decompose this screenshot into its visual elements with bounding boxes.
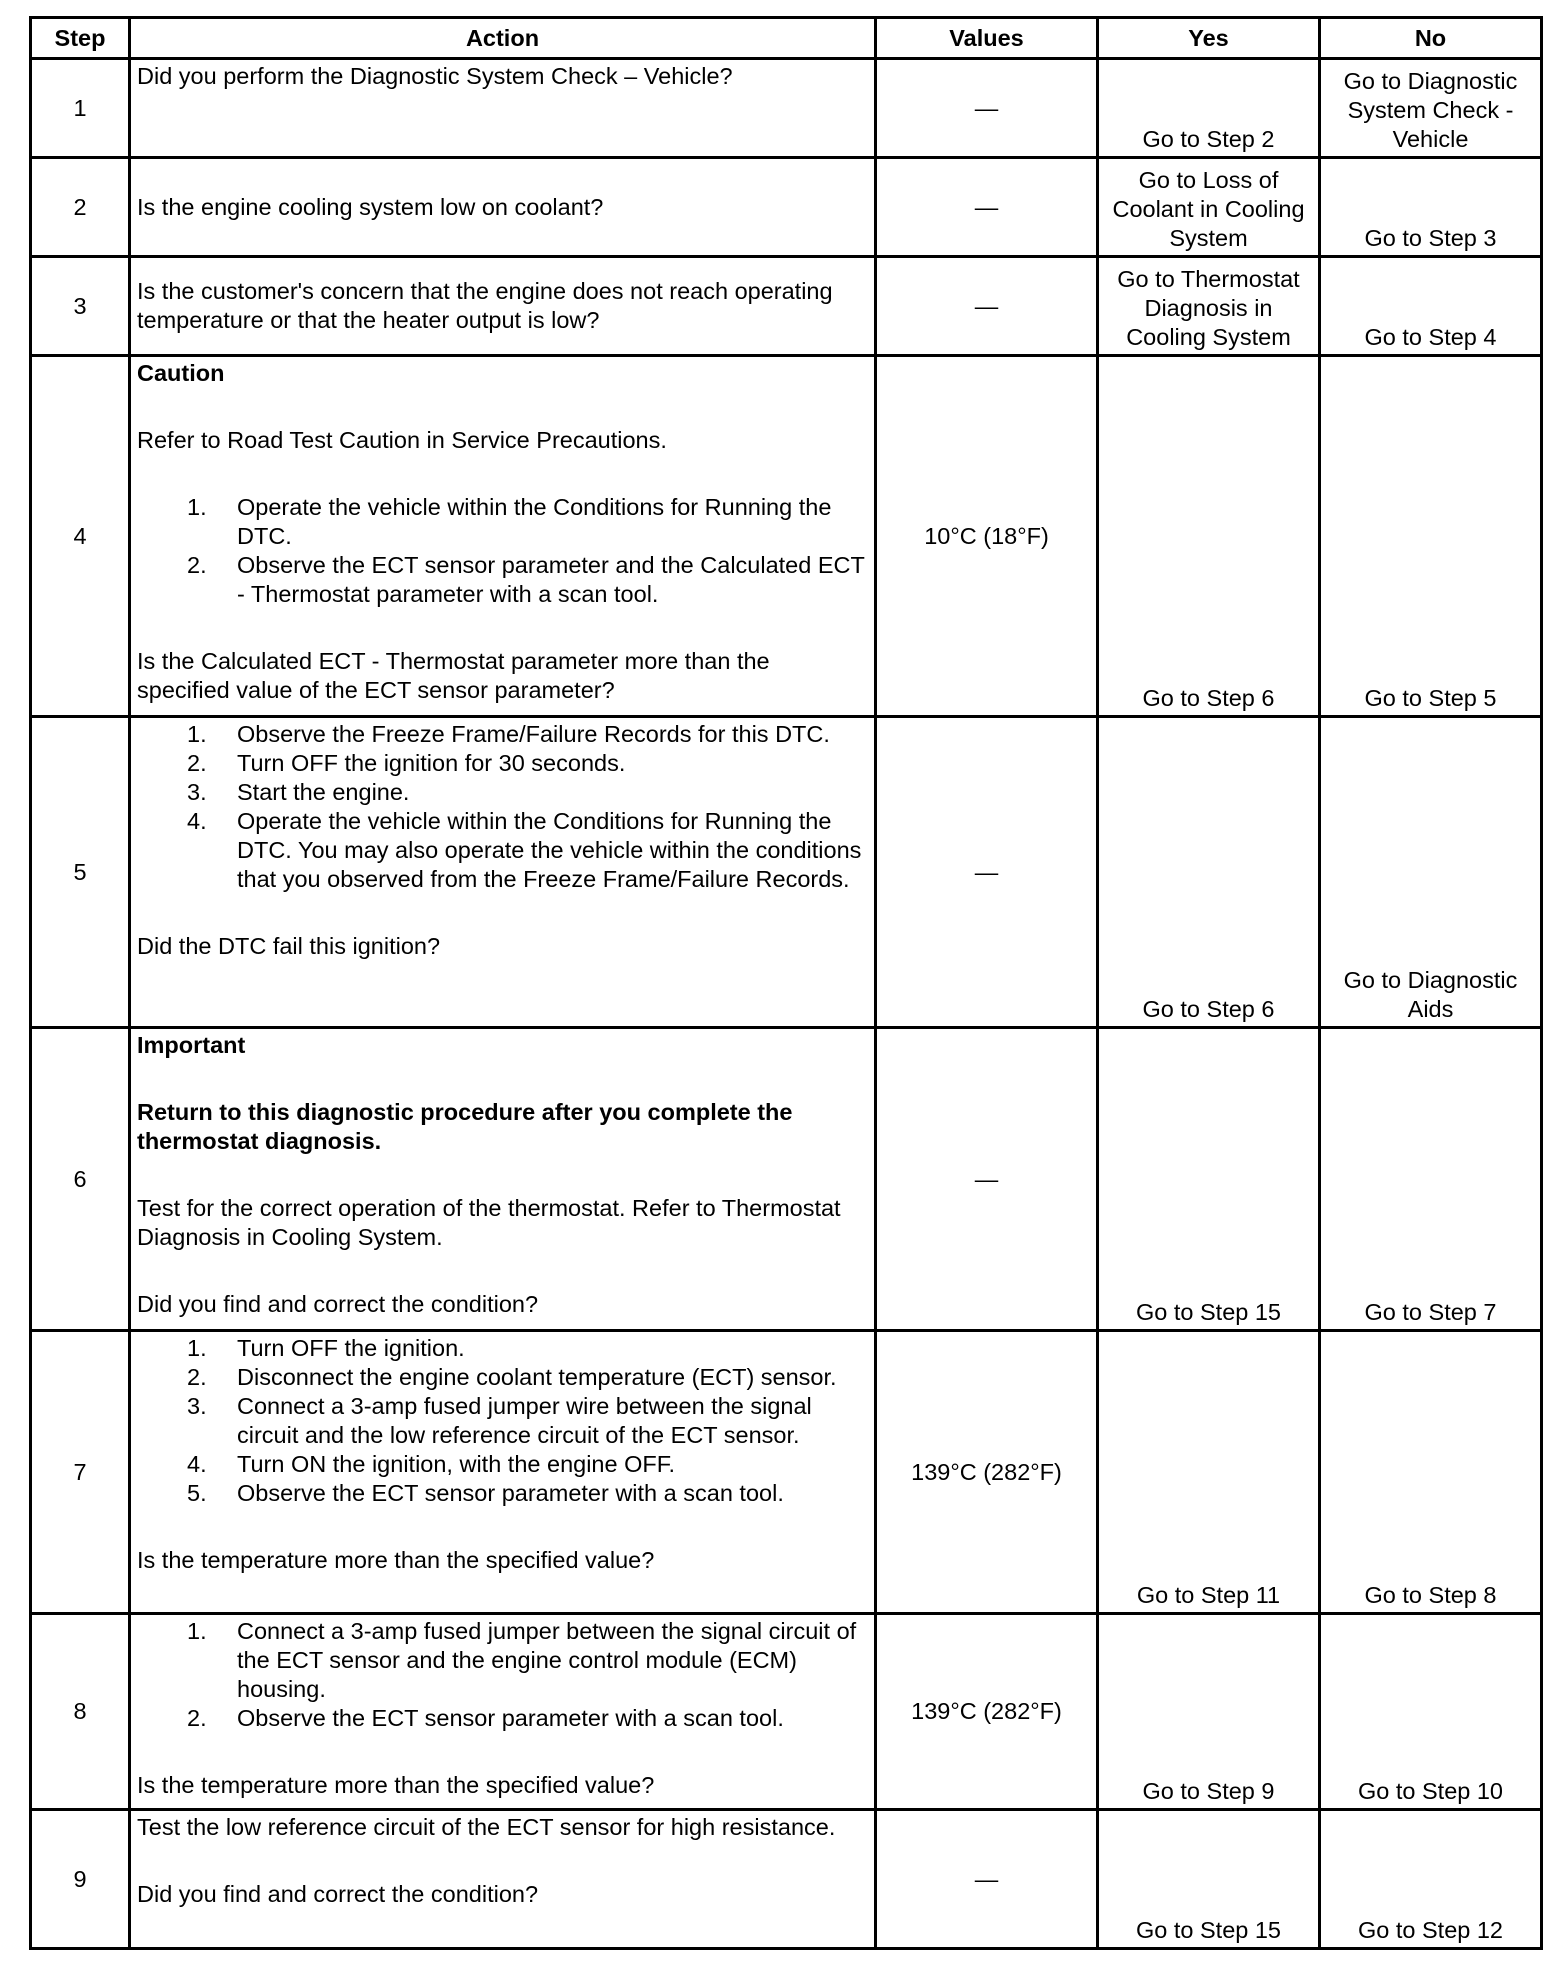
action-cell: [130, 59, 876, 158]
table-row: [31, 1810, 1542, 1949]
list-item: 4. Operate the vehicle within the Conditions for Running the DTC. You may also operate the vehicle within the conditions that you observed from the Freeze Frame/Failure Records.: [187, 808, 862, 892]
yes-link[interactable]: Go to Step 2: [1098, 59, 1320, 158]
no-link[interactable]: Go to Step 12: [1320, 1810, 1542, 1949]
yes-link[interactable]: Go to Loss of Coolant in Cooling System: [1098, 158, 1320, 257]
list-item: 2. Observe the ECT sensor parameter and the Calculated ECT - Thermostat parameter with a scan tool.: [187, 552, 865, 607]
header-no: No: [1320, 18, 1542, 59]
action-cell: [130, 1331, 876, 1614]
caution-text: Refer to Road Test Caution in Service Precautions.: [137, 427, 667, 453]
no-link[interactable]: Go to Diagnostic System Check - Vehicle: [1320, 59, 1542, 158]
header-yes: Yes: [1098, 18, 1320, 59]
no-link[interactable]: Go to Step 4: [1320, 257, 1542, 356]
list-item: 1. Turn OFF the ignition.: [187, 1335, 465, 1361]
yes-link[interactable]: Go to Step 15: [1098, 1810, 1320, 1949]
table-row: [31, 1331, 1542, 1614]
step-number: 5: [31, 717, 130, 1028]
values-cell: —: [876, 158, 1098, 257]
table-row: [31, 59, 1542, 158]
list-item: 1. Connect a 3-amp fused jumper between the signal circuit of the ECT sensor and the engine control module (ECM) housing.: [187, 1618, 857, 1702]
table-row: [31, 356, 1542, 717]
values-cell: 139°C (282°F): [876, 1331, 1098, 1614]
list-item: 1. Operate the vehicle within the Conditions for Running the DTC.: [187, 494, 832, 549]
procedure-list: [137, 493, 868, 609]
step-number: 3: [31, 257, 130, 356]
list-item: 5. Observe the ECT sensor parameter with a scan tool.: [187, 1480, 784, 1506]
action-cell: [130, 356, 876, 717]
yes-link[interactable]: Go to Step 6: [1098, 717, 1320, 1028]
header-values: Values: [876, 18, 1098, 59]
values-cell: 139°C (282°F): [876, 1614, 1098, 1810]
procedure-list: [137, 1334, 868, 1508]
list-item: 3. Connect a 3-amp fused jumper wire between the signal circuit and the low reference circuit of the ECT sensor.: [187, 1393, 812, 1448]
yes-link[interactable]: Go to Step 9: [1098, 1614, 1320, 1810]
question-text: Is the customer's concern that the engine does not reach operating temperature or that the heater output is low?: [137, 278, 833, 333]
question-text: Did you find and correct the condition?: [137, 1291, 539, 1317]
caution-title: Caution: [137, 360, 225, 386]
question-text: Is the Calculated ECT - Thermostat parameter more than the specified value of the ECT sensor parameter?: [137, 648, 770, 703]
list-item: 2. Observe the ECT sensor parameter with a scan tool.: [187, 1705, 784, 1731]
table-row: [31, 1614, 1542, 1810]
list-item: 2. Turn OFF the ignition for 30 seconds.: [187, 750, 626, 776]
list-item: 4. Turn ON the ignition, with the engine OFF.: [187, 1451, 676, 1477]
action-cell: [130, 717, 876, 1028]
values-cell: 10°C (18°F): [876, 356, 1098, 717]
procedure-list: [137, 1617, 868, 1733]
list-item: 1. Observe the Freeze Frame/Failure Records for this DTC.: [187, 721, 830, 747]
values-cell: —: [876, 1028, 1098, 1331]
question-text: Is the engine cooling system low on coolant?: [137, 193, 604, 220]
action-cell: [130, 158, 876, 257]
step-number: 1: [31, 59, 130, 158]
instruction-text: Test the low reference circuit of the ECT sensor for high resistance.: [137, 1814, 836, 1840]
values-cell: —: [876, 717, 1098, 1028]
question-text: Did the DTC fail this ignition?: [137, 933, 441, 959]
step-number: 9: [31, 1810, 130, 1949]
action-cell: [130, 257, 876, 356]
question-text: Did you find and correct the condition?: [137, 1881, 539, 1907]
step-number: 8: [31, 1614, 130, 1810]
table-row: [31, 717, 1542, 1028]
yes-link[interactable]: Go to Step 15: [1098, 1028, 1320, 1331]
step-number: 2: [31, 158, 130, 257]
header-step: Step: [31, 18, 130, 59]
step-number: 6: [31, 1028, 130, 1331]
step-number: 7: [31, 1331, 130, 1614]
action-cell: [130, 1028, 876, 1331]
table-row: [31, 158, 1542, 257]
list-item: 3. Start the engine.: [187, 779, 410, 805]
yes-link[interactable]: Go to Thermostat Diagnosis in Cooling System: [1098, 257, 1320, 356]
values-cell: —: [876, 1810, 1098, 1949]
procedure-list: [137, 720, 868, 894]
diagnostic-table: [29, 16, 1543, 1950]
values-cell: —: [876, 257, 1098, 356]
question-text: Did you perform the Diagnostic System Check – Vehicle?: [137, 63, 733, 89]
table-row: [31, 257, 1542, 356]
action-cell: [130, 1810, 876, 1949]
important-text: Return to this diagnostic procedure after you complete the thermostat diagnosis.: [137, 1099, 793, 1154]
action-cell: [130, 1614, 876, 1810]
no-link[interactable]: Go to Step 10: [1320, 1614, 1542, 1810]
step-number: 4: [31, 356, 130, 717]
question-text: Is the temperature more than the specified value?: [137, 1772, 655, 1798]
important-title: Important: [137, 1032, 246, 1058]
table-row: [31, 1028, 1542, 1331]
yes-link[interactable]: Go to Step 6: [1098, 356, 1320, 717]
no-link[interactable]: Go to Step 3: [1320, 158, 1542, 257]
header-row: [31, 18, 1542, 59]
no-link[interactable]: Go to Step 7: [1320, 1028, 1542, 1331]
no-link[interactable]: Go to Step 5: [1320, 356, 1542, 717]
yes-link[interactable]: Go to Step 11: [1098, 1331, 1320, 1614]
values-cell: —: [876, 59, 1098, 158]
header-action: Action: [130, 18, 876, 59]
question-text: Is the temperature more than the specified value?: [137, 1547, 655, 1573]
list-item: 2. Disconnect the engine coolant temperature (ECT) sensor.: [187, 1364, 837, 1390]
no-link[interactable]: Go to Step 8: [1320, 1331, 1542, 1614]
instruction-text: Test for the correct operation of the thermostat. Refer to Thermostat Diagnosis in Cooling System.: [137, 1195, 841, 1250]
no-link[interactable]: Go to Diagnostic Aids: [1320, 717, 1542, 1028]
